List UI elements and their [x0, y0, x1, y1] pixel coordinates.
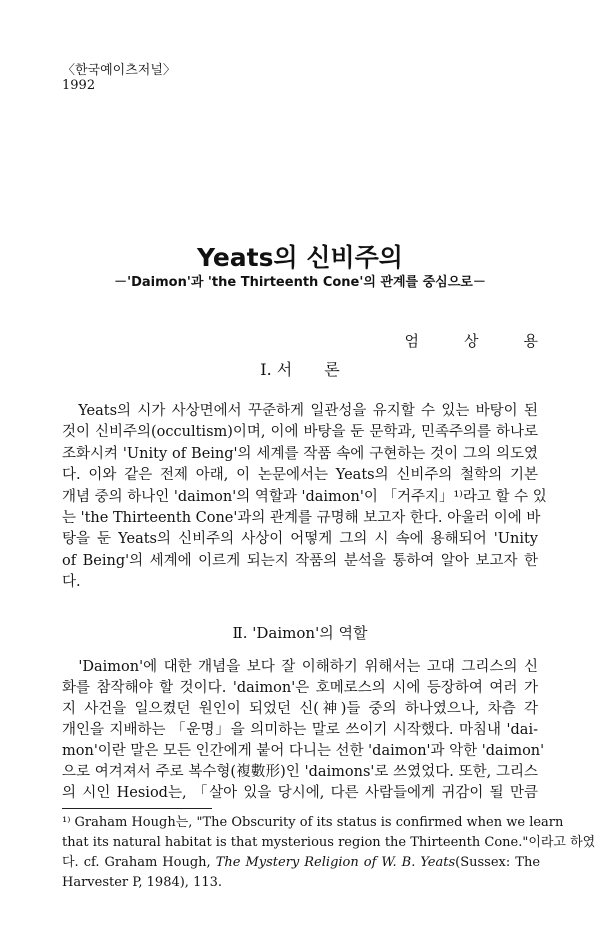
paragraph-line: 'Daimon'에 대한 개념을 보다 잘 이해하기 위해서는 고대 그리스의 신 — [62, 659, 538, 675]
subtitle: －'Daimon'과 'the Thirteenth Cone'의 관계를 중심으로－ — [114, 275, 486, 290]
paragraph-line: 조화시켜 'Unity of Being'의 세계를 작품 속에 구현하는 것이 그의 의도였 — [62, 446, 538, 462]
footnote-divider — [62, 808, 212, 809]
footnote-text: (Sussex: The — [455, 855, 541, 870]
paragraph-line: 것이 신비주의(occultism)이며, 이에 바탕을 둔 문학과, 민족주의를 하나로 — [62, 424, 538, 440]
journal-name: 〈한국예이츠저널〉 — [62, 63, 176, 78]
paragraph-line: 개인을 지배하는 「운명」을 의미하는 말로 쓰이기 시작했다. 마침내 'dai- — [62, 722, 538, 738]
footnote-line: Harvester P, 1984), 113. — [62, 875, 223, 890]
paragraph-line: Yeats의 시가 사상면에서 꾸준하게 일관성을 유지할 수 있는 바탕이 된 — [62, 403, 538, 419]
paragraph-line: mon'이란 말은 모든 인간에게 붙어 다니는 선한 'daimon'과 악한 'daimon' — [62, 743, 545, 759]
paragraph-line: 다. 이와 같은 전제 아래, 이 논문에서는 Yeats의 신비주의 철학의 기본 — [62, 467, 538, 483]
author: 엄 상 용 — [404, 332, 538, 350]
paragraph-line: 탕을 둔 Yeats의 신비주의 사상이 어떻게 그의 시 속에 용해되어 'Unity — [62, 531, 538, 547]
footnote-text: 다. cf. Graham Hough, — [62, 855, 211, 870]
paragraph-line: 지 사건을 일으켰던 원인이 되었던 신(神)들 중의 하나였으나, 차츰 각 — [62, 701, 538, 717]
footnote-line — [62, 855, 540, 871]
footnote-line: ¹⁾ Graham Hough는, "The Obscurity of its status is confirmed when we learn — [62, 815, 564, 830]
paragraph-line: 의 시인 Hesiod는, 「살아 있을 당시에, 다른 사람들에게 귀감이 될 만큼 — [62, 785, 538, 801]
paragraph-line: 개념 중의 하나인 'daimon'의 역할과 'daimon'이 「거주지」¹⁾라고 할 수 있 — [62, 489, 547, 505]
footnote-line: that its natural habitat is that mysterious region the Thirteenth Cone."이라고 하였 — [62, 835, 596, 850]
paragraph-line: 화를 참작해야 할 것이다. 'daimon'은 호메로스의 시에 등장하여 여러 가 — [62, 680, 538, 696]
paragraph-line: of Being'의 세계에 이르게 되는지 작품의 분석을 통하여 알아 보고자 한 — [62, 553, 538, 569]
page-title: Yeats의 신비주의 — [197, 243, 403, 272]
paragraph-line: 다. — [62, 574, 81, 590]
paragraph-line: 는 'the Thirteenth Cone'과의 관계를 규명해 보고자 한다. 아울러 이에 바 — [62, 510, 541, 526]
paragraph-line: 으로 여겨져서 주로 복수형(複數形)인 'daimons'로 쓰였었다. 또한, 그리스 — [62, 764, 538, 780]
book-title: The Mystery Religion of W. B. Yeats — [215, 855, 456, 870]
journal-year: 1992 — [62, 78, 96, 93]
section-heading-2: Ⅱ. 'Daimon'의 역할 — [232, 624, 368, 642]
section-heading-1: Ⅰ. 서 론 — [260, 360, 340, 379]
